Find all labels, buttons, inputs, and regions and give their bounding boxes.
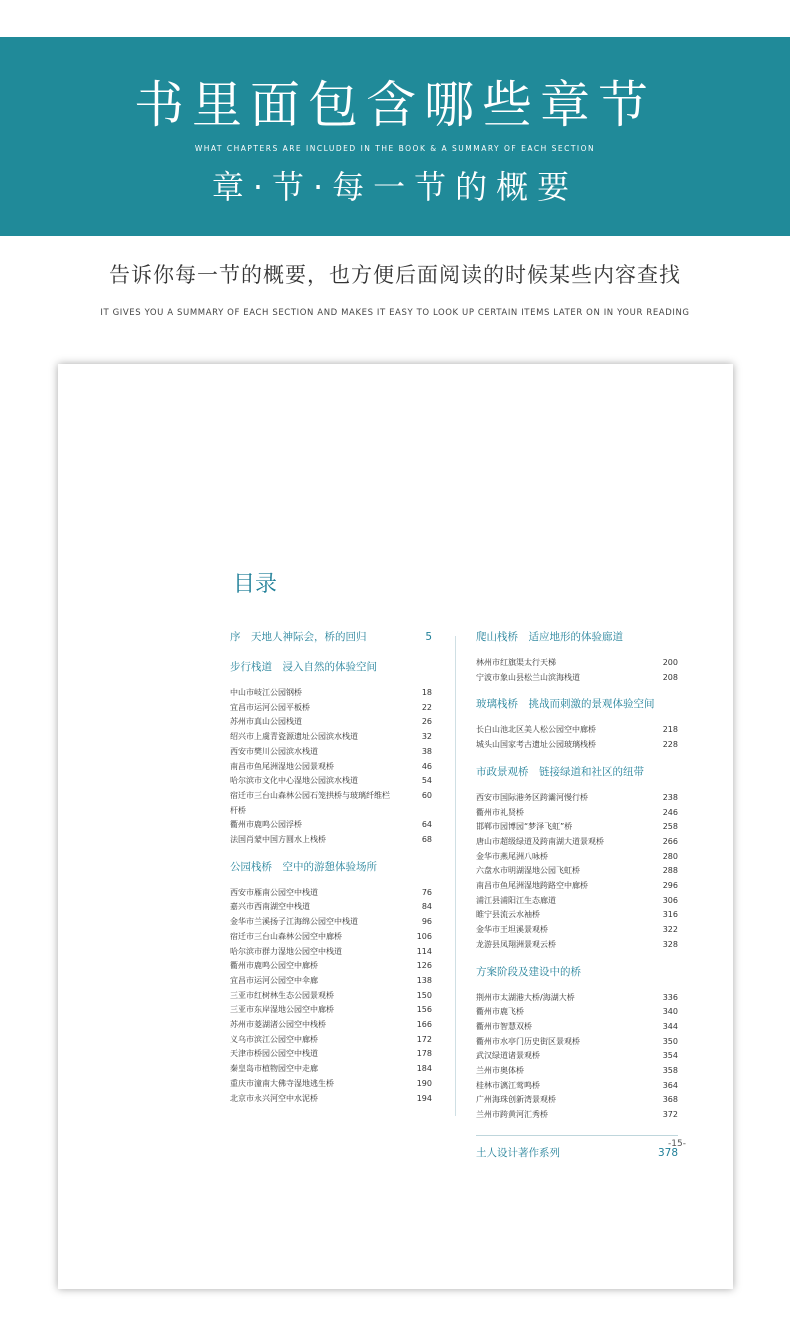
- toc-entry: [230, 1033, 432, 1048]
- toc-entry-title: 林州市红旗渠太行天梯: [476, 658, 556, 667]
- toc-entry-title: 唐山市超级绿道及跨南湖大道景观桥: [476, 836, 604, 846]
- toc-entry-page: 296: [662, 881, 678, 891]
- toc-entry-title: 三亚市红树林生态公园景观桥: [230, 990, 334, 1000]
- toc-section-label: 市政景观桥 链接绿道和社区的纽带: [476, 765, 644, 778]
- toc-entry-title: 城头山国家考古遗址公园玻璃栈桥: [476, 740, 596, 750]
- toc-section-label: 玻璃栈桥 挑战而刺激的景观体验空间: [476, 698, 655, 711]
- toc-entry: [230, 974, 432, 989]
- toc-entry-title: 衢州市智慧双桥: [476, 1021, 532, 1031]
- toc-entry-title: 西安市樊川公园滨水栈道: [230, 746, 318, 756]
- toc-entry-page: 18: [421, 688, 432, 697]
- toc-entry: [230, 1062, 432, 1077]
- page-number: -15-: [668, 1139, 686, 1149]
- banner-subtitle-cn: 章·节·每一节的概要: [211, 168, 579, 206]
- toc-entry-title: 六盘水市明湖湿地公园飞虹桥: [476, 866, 580, 876]
- toc-entry: [476, 894, 678, 909]
- toc-entry-title: 苏州市菱湖渚公园空中栈桥: [230, 1020, 326, 1030]
- toc-entry-title: 衢州市礼贤桥: [476, 807, 524, 817]
- toc-section-title: [476, 965, 678, 979]
- toc-entry-page: 322: [662, 925, 678, 935]
- toc-entry: [230, 1077, 432, 1092]
- toc-entry: [476, 1064, 678, 1079]
- toc-entry: [230, 789, 432, 818]
- toc-entry-page: 372: [662, 1110, 678, 1120]
- toc-entry-title: 浦江县浦阳江生态廊道: [476, 895, 556, 905]
- toc-entry-page: 194: [416, 1093, 432, 1103]
- toc-entry-page: 306: [662, 895, 678, 905]
- toc-entry: [230, 730, 432, 745]
- toc-entry: [230, 1003, 432, 1018]
- toc-entry: [476, 864, 678, 879]
- toc-entry-title: 邯郸市园博园“梦泽飞虹”桥: [476, 822, 573, 832]
- toc-entry-page: 26: [421, 717, 432, 727]
- toc-entry-title: 南昌市鱼尾洲湿地跨路空中廊桥: [476, 881, 588, 891]
- toc-entry-title: 天津市桥园公园空中栈道: [230, 1049, 318, 1059]
- toc-entry-page: 354: [662, 1051, 678, 1061]
- toc-entry-title: 金华市兰溪扬子江海绵公园空中栈道: [230, 917, 358, 927]
- toc-entry-page: 184: [416, 1064, 432, 1074]
- toc-entry: [476, 923, 678, 938]
- toc-entry: [230, 900, 432, 915]
- toc-section-title: [230, 860, 432, 874]
- toc-entry: [230, 1018, 432, 1033]
- toc-entry: [476, 820, 678, 835]
- toc-entry: [476, 1079, 678, 1094]
- toc-entry-title: 睢宁县流云水袖桥: [476, 910, 540, 920]
- toc-heading: 目录: [233, 572, 278, 597]
- toc-entry: [230, 774, 432, 789]
- toc-entry: [230, 886, 432, 901]
- toc-entry: [476, 850, 678, 865]
- toc-entry: [476, 908, 678, 923]
- toc-closing-title: 土人设计著作系列: [476, 1146, 560, 1159]
- toc-entry-page: 238: [662, 792, 678, 802]
- toc-entry-page: 364: [662, 1080, 678, 1090]
- toc-entry-title: 宿迁市三台山森林公园石笼拱桥与玻璃纤维栏杆桥: [230, 790, 390, 815]
- toc-entry-title: 西安市国际港务区跨灞河慢行桥: [476, 792, 588, 802]
- toc-entry-title: 西安市雁南公园空中栈道: [230, 887, 318, 897]
- toc-entry: [476, 1020, 678, 1035]
- toc-entry: [476, 938, 678, 953]
- toc-entry-page: 266: [662, 836, 678, 846]
- toc-entry-page: 178: [416, 1049, 432, 1059]
- toc-entry-page: 228: [662, 740, 678, 750]
- toc-section-title: [476, 630, 678, 644]
- toc-entry: [230, 745, 432, 760]
- toc-entry-page: 96: [421, 917, 432, 927]
- toc-entry: [476, 671, 678, 686]
- toc-entry: [476, 1108, 678, 1123]
- toc-entry-title: 宜昌市运河公园平板桥: [230, 702, 310, 712]
- toc-entry-title: 中山市岐江公园钢桥: [230, 688, 302, 697]
- toc-preface: [230, 630, 432, 644]
- toc-entry-title: 宜昌市运河公园空中伞廊: [230, 975, 318, 985]
- toc-entry-page: 68: [421, 835, 432, 845]
- toc-entry-title: 重庆市潼南大佛寺湿地逃生桥: [230, 1078, 334, 1088]
- toc-section-title: [230, 660, 432, 674]
- toc-entry: [476, 656, 678, 671]
- toc-entry: [230, 989, 432, 1004]
- toc-entry: [476, 738, 678, 753]
- header-banner: [0, 37, 790, 236]
- toc-entry-page: 126: [416, 961, 432, 971]
- toc-closing-page: 378: [657, 1146, 678, 1159]
- toc-entry-title: 衢州市鹿飞桥: [476, 1007, 524, 1017]
- toc-entry-title: 哈尔滨市群力湿地公园空中栈道: [230, 946, 342, 956]
- toc-entry-page: 344: [662, 1021, 678, 1031]
- banner-title: 书里面包含哪些章节: [134, 76, 656, 134]
- toc-entry-page: 38: [421, 746, 432, 756]
- toc-entry-title: 武汉绿道诸景观桥: [476, 1051, 540, 1061]
- column-divider: [455, 636, 456, 1116]
- toc-entry-page: 218: [662, 725, 678, 735]
- toc-entry-title: 三亚市东岸湿地公园空中廊桥: [230, 1005, 334, 1015]
- toc-entry: [476, 723, 678, 738]
- intro-text-cn: 告诉你每一节的概要，也方便后面阅读的时候某些内容查找: [109, 263, 681, 287]
- toc-entry-page: 358: [662, 1066, 678, 1076]
- toc-entry-page: 350: [662, 1036, 678, 1046]
- toc-entry-page: 114: [416, 946, 432, 956]
- toc-entry: [230, 760, 432, 775]
- toc-entry-page: 46: [421, 761, 432, 771]
- toc-entry-title: 荆州市太湖港大桥/海湖大桥: [476, 992, 575, 1002]
- toc-preface-page: 5: [425, 631, 432, 643]
- toc-entry-page: 208: [662, 672, 678, 682]
- toc-entry: [476, 835, 678, 850]
- toc-entry-title: 金华市王坦溪景观桥: [476, 925, 548, 935]
- toc-entry-page: 316: [662, 910, 678, 920]
- toc-entry-title: 法国肖蒙中国方圆水上栈桥: [230, 835, 326, 845]
- toc-section-title: [476, 697, 678, 711]
- toc-entry-page: 106: [416, 931, 432, 941]
- toc-entry-title: 龙游县凤翔洲景观云桥: [476, 939, 556, 949]
- toc-entry-page: 54: [421, 776, 432, 786]
- toc-entry: [230, 818, 432, 833]
- toc-section-label: 步行栈道 浸入自然的体验空间: [230, 661, 377, 673]
- toc-entry: [476, 806, 678, 821]
- toc-section-label: 公园栈桥 空中的游憩体验场所: [230, 860, 377, 873]
- toc-section-label: 爬山栈桥 适应地形的体验廊道: [476, 631, 623, 643]
- toc-entry: [230, 915, 432, 930]
- toc-entry: [476, 1093, 678, 1108]
- toc-entry-page: 368: [662, 1095, 678, 1105]
- toc-entry-title: 兰州市奥体桥: [476, 1066, 524, 1076]
- toc-entry: [230, 959, 432, 974]
- toc-entry-page: 166: [416, 1020, 432, 1030]
- toc-entry-page: 258: [662, 822, 678, 832]
- toc-entry-page: 138: [416, 975, 432, 985]
- toc-entry: [476, 791, 678, 806]
- toc-entry: [476, 1035, 678, 1050]
- toc-entry-page: 328: [662, 939, 678, 949]
- toc-entry-title: 金华市燕尾洲八咏桥: [476, 851, 548, 861]
- toc-entry: [230, 1092, 432, 1107]
- toc-entry-page: 32: [421, 732, 432, 742]
- toc-entry-title: 哈尔滨市文化中心湿地公园滨水栈道: [230, 776, 358, 786]
- toc-entry-page: 22: [421, 702, 432, 712]
- toc-entry-page: 84: [421, 902, 432, 912]
- toc-entry-title: 衢州市鹿鸣公园空中廊桥: [230, 961, 318, 971]
- toc-entry-title: 苏州市真山公园栈道: [230, 717, 302, 727]
- toc-entry: [230, 930, 432, 945]
- toc-entry-title: 广州海珠创新湾景观桥: [476, 1095, 556, 1105]
- toc-entry-title: 绍兴市上虞青瓷源遗址公园滨水栈道: [230, 732, 358, 742]
- toc-entry-title: 桂林市漓江莺鸣桥: [476, 1080, 540, 1090]
- toc-entry-title: 衢州市鹿鸣公园浮桥: [230, 820, 302, 830]
- toc-entry-title: 兰州市跨黄河汇秀桥: [476, 1110, 548, 1120]
- toc-entry: [230, 686, 432, 701]
- toc-closing-entry: [476, 1135, 678, 1160]
- toc-entry-page: 336: [662, 992, 678, 1002]
- toc-entry-page: 76: [421, 887, 432, 897]
- toc-entry-title: 北京市永兴河空中水泥桥: [230, 1093, 318, 1103]
- toc-entry-title: 南昌市鱼尾洲湿地公园景观桥: [230, 761, 334, 771]
- toc-entry-page: 246: [662, 807, 678, 817]
- toc-entry-page: 156: [416, 1005, 432, 1015]
- toc-entry-title: 义乌市滨江公园空中廊桥: [230, 1034, 318, 1044]
- toc-left-column: [230, 630, 432, 1106]
- toc-entry-page: 64: [421, 820, 432, 830]
- banner-subtitle-en: WHAT CHAPTERS ARE INCLUDED IN THE BOOK & A SUMMARY OF EACH SECTION: [194, 144, 596, 153]
- toc-entry: [230, 945, 432, 960]
- intro-text-en: IT GIVES YOU A SUMMARY OF EACH SECTION AND MAKES IT EASY TO LOOK UP CERTAIN ITEMS LATER ON IN YOUR READING: [100, 308, 690, 318]
- toc-entry-page: 200: [662, 658, 678, 667]
- toc-section-label: 方案阶段及建设中的桥: [476, 965, 581, 978]
- toc-preface-title: 序 天地人神际会，桥的回归: [230, 631, 367, 643]
- toc-entry: [476, 879, 678, 894]
- toc-right-column: [476, 630, 678, 1160]
- toc-entry-title: 秦皇岛市植物园空中走廊: [230, 1064, 318, 1074]
- toc-entry: [230, 833, 432, 848]
- toc-entry-page: 60: [421, 790, 432, 800]
- toc-entry-page: 280: [662, 851, 678, 861]
- toc-entry: [476, 991, 678, 1006]
- toc-entry: [476, 1005, 678, 1020]
- toc-entry: [230, 715, 432, 730]
- toc-entry: [230, 1047, 432, 1062]
- toc-entry-title: 宿迁市三台山森林公园空中廊桥: [230, 931, 342, 941]
- toc-section-title: [476, 765, 678, 779]
- toc-entry-title: 嘉兴市西南湖空中栈道: [230, 902, 310, 912]
- toc-entry: [230, 701, 432, 716]
- toc-entry-page: 288: [662, 866, 678, 876]
- toc-entry: [476, 1049, 678, 1064]
- toc-entry-title: 衢州市水亭门历史街区景观桥: [476, 1036, 580, 1046]
- toc-entry-title: 长白山池北区美人松公园空中廊桥: [476, 725, 596, 735]
- toc-entry-page: 150: [416, 990, 432, 1000]
- toc-entry-page: 340: [662, 1007, 678, 1017]
- toc-entry-page: 172: [416, 1034, 432, 1044]
- toc-entry-page: 190: [416, 1078, 432, 1088]
- toc-entry-title: 宁波市象山县松兰山滨海栈道: [476, 672, 580, 682]
